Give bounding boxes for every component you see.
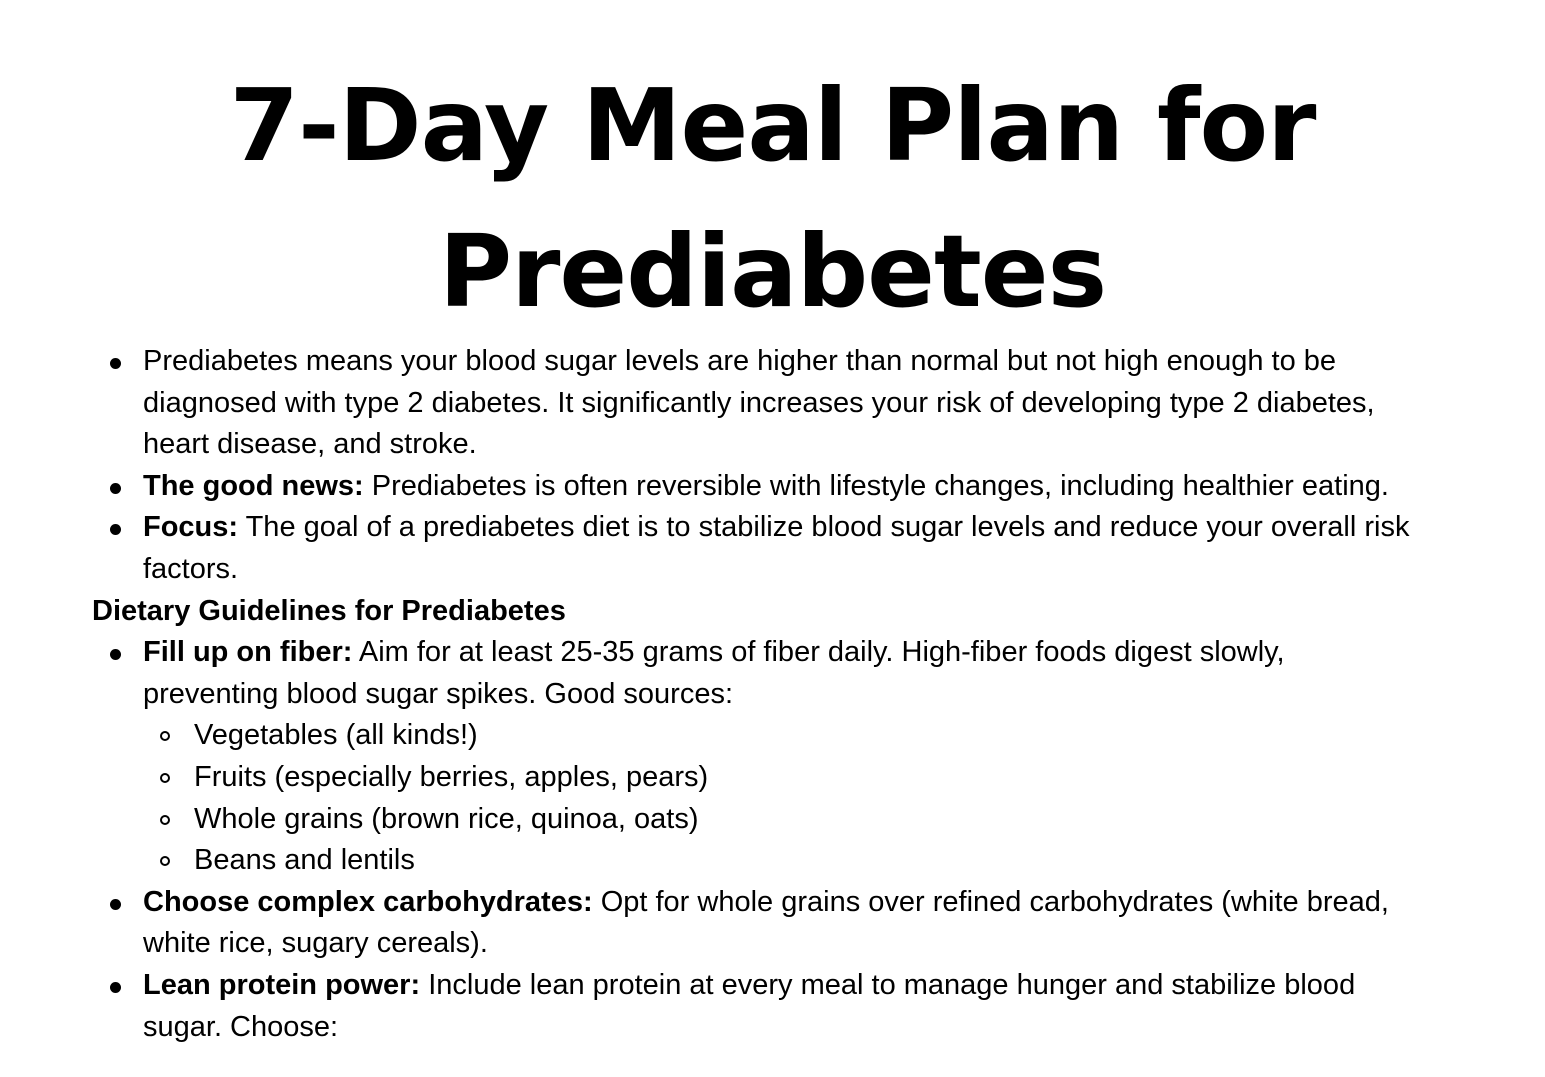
guidelines-list xyxy=(0,632,1545,1048)
intro-list xyxy=(0,341,1545,591)
sub-list-item: Fruits (especially berries, apples, pears) xyxy=(143,757,1413,799)
list-item xyxy=(0,466,1413,508)
list-item-lead: Focus: xyxy=(143,511,239,544)
circle-bullet-icon xyxy=(160,773,170,783)
list-item xyxy=(0,632,1413,882)
bullet-icon xyxy=(110,358,121,369)
list-item-text: Aim for at least 25-35 grams of fiber daily. High-fiber foods digest slowly, preventing blood sugar spikes. Good sources: xyxy=(143,636,1285,710)
sub-list-item: Beans and lentils xyxy=(143,840,1413,882)
document-body xyxy=(0,341,1545,1048)
list-item-text: Prediabetes means your blood sugar levels are higher than normal but not high enough to be diagnosed with type 2 diabetes. It significantly increases your risk of developing type 2 diabetes, heart disease, and stroke. xyxy=(143,345,1375,461)
list-item-lead: Fill up on fiber: xyxy=(143,636,353,669)
sub-list-item: Whole grains (brown rice, quinoa, oats) xyxy=(143,799,1413,841)
page-title-line-1: 7-Day Meal Plan for xyxy=(229,67,1316,184)
bullet-icon xyxy=(110,649,121,660)
fiber-sources-list xyxy=(143,715,1413,881)
list-item-text: The goal of a prediabetes diet is to stabilize blood sugar levels and reduce your overall risk factors. xyxy=(143,511,1410,585)
section-heading: Dietary Guidelines for Prediabetes xyxy=(92,594,566,627)
list-item-lead: The good news: xyxy=(143,469,364,502)
bullet-icon xyxy=(110,524,121,535)
bullet-icon xyxy=(110,483,121,494)
list-item-lead: Lean protein power: xyxy=(143,968,421,1001)
list-item-lead: Choose complex carbohydrates: xyxy=(143,885,593,918)
bullet-icon xyxy=(110,899,121,910)
list-item xyxy=(0,507,1413,590)
circle-bullet-icon xyxy=(160,815,170,825)
bullet-icon xyxy=(110,982,121,993)
circle-bullet-icon xyxy=(160,731,170,741)
list-item xyxy=(0,341,1413,466)
list-item-text: Opt for whole grains over refined carbohydrates (white bread, white rice, sugary cereals). xyxy=(143,885,1389,960)
list-item-text: Prediabetes is often reversible with lifestyle changes, including healthier eating. xyxy=(363,469,1389,502)
list-item xyxy=(0,965,1413,1048)
circle-bullet-icon xyxy=(160,856,170,866)
list-item xyxy=(0,882,1413,965)
page-title-line-2: Prediabetes xyxy=(438,213,1107,330)
list-item-text: Include lean protein at every meal to manage hunger and stabilize blood sugar. Choose: xyxy=(143,968,1356,1043)
sub-list-item: Vegetables (all kinds!) xyxy=(143,715,1413,757)
